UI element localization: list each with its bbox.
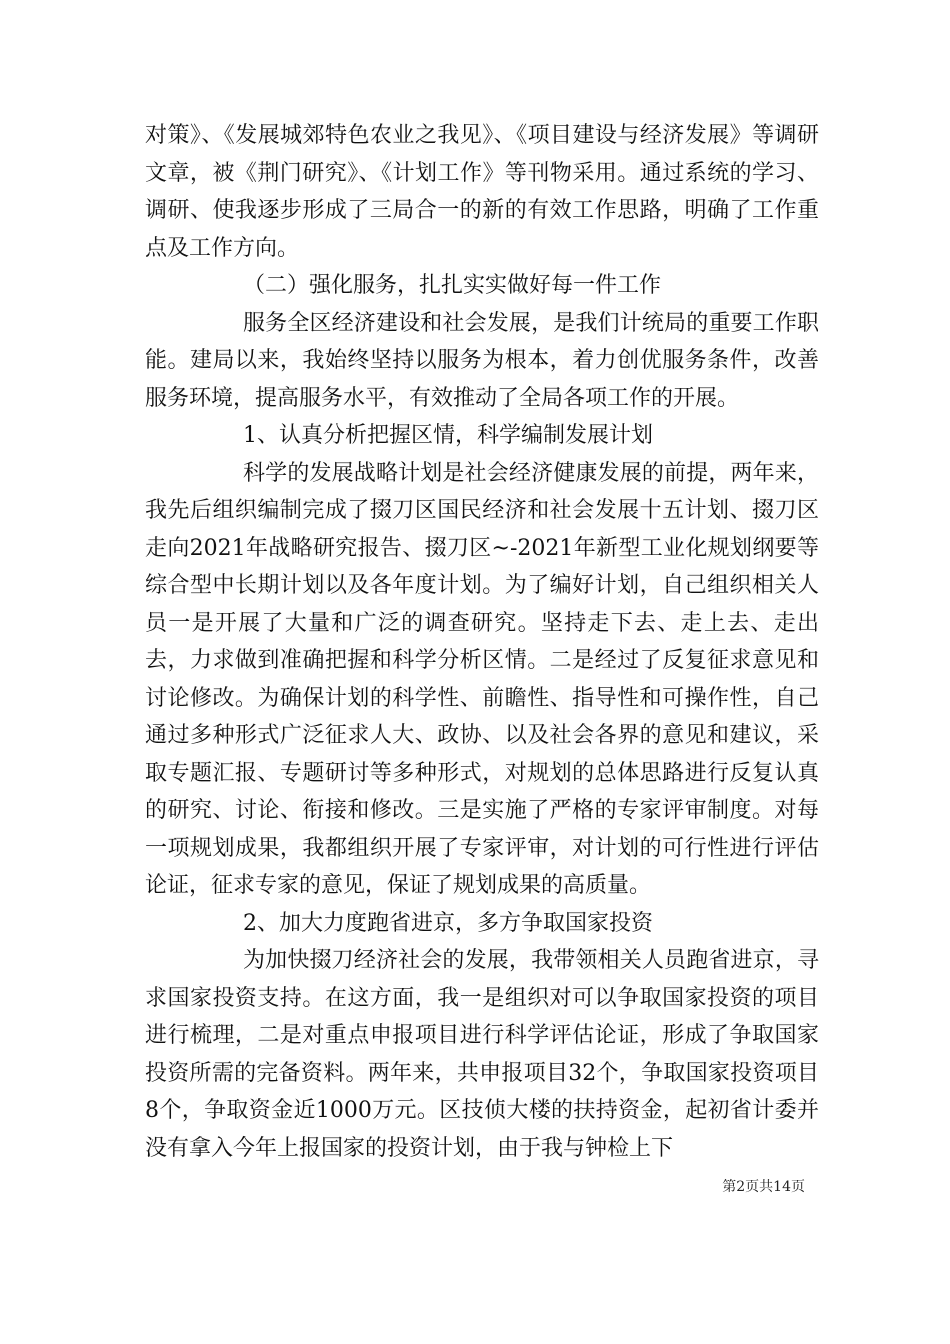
document-body — [145, 117, 819, 1167]
subheading-investment: 2、加大力度跑省进京，多方争取国家投资 — [243, 910, 653, 936]
paragraph-continuation: 对策》、《发展城郊特色农业之我见》、《项目建设与经济发展》等调研文章，被《荆门研究》、《计划工作》等刊物采用。通过系统的学习、调研、使我逐步形成了三局合一的新的有效工作思路，明确了工作重点及工作方向。 — [145, 123, 819, 261]
paragraph-service-intro: 服务全区经济建设和社会发展，是我们计统局的重要工作职能。建局以来，我始终坚持以服务为根本，着力创优服务条件，改善服务环境，提高服务水平，有效推动了全局各项工作的开展。 — [145, 310, 819, 411]
section-heading-strengthen-service: （二）强化服务，扎扎实实做好每一件工作 — [243, 273, 662, 298]
page-number: 第2页共14页 — [722, 1179, 805, 1195]
subheading-planning: 1、认真分析把握区情，科学编制发展计划 — [243, 423, 653, 448]
paragraph-planning: 科学的发展战略计划是社会经济健康发展的前提，两年来，我先后组织编制完成了掇刀区国民经济和社会发展十五计划、掇刀区走向2021年战略研究报告、掇刀区~-2021年新型工业化规划纲要等综合型中长期计划以及各年度计划。为了编好计划，自己组织相关人员一是开展了大量和广泛的调查研究。坚持走下去、走上去、走出去，力求做到准确把握和科学分析区情。二是经过了反复征求意见和讨论修改。为确保计划的科学性、前瞻性、指导性和可操作性，自己通过多种形式广泛征求人大、政协、以及社会各界的意见和建议，采取专题汇报、专题研讨等多种形式，对规划的总体思路进行反复认真的研究、讨论、衔接和修改。三是实施了严格的专家评审制度。对每一项规划成果，我都组织开展了专家评审，对计划的可行性进行评估论证，征求专家的意见，保证了规划成果的高质量。 — [145, 460, 819, 898]
paragraph-investment: 为加快掇刀经济社会的发展，我带领相关人员跑省进京，寻求国家投资支持。在这方面，我一是组织对可以争取国家投资的项目进行梳理，二是对重点申报项目进行科学评估论证，形成了争取国家投资所需的完备资料。两年来，共申报项目32个，争取国家投资项目8个，争取资金近1000万元。区技侦大楼的扶持资金，起初省计委并没有拿入今年上报国家的投资计划，由于我与钟检上下 — [145, 948, 819, 1161]
